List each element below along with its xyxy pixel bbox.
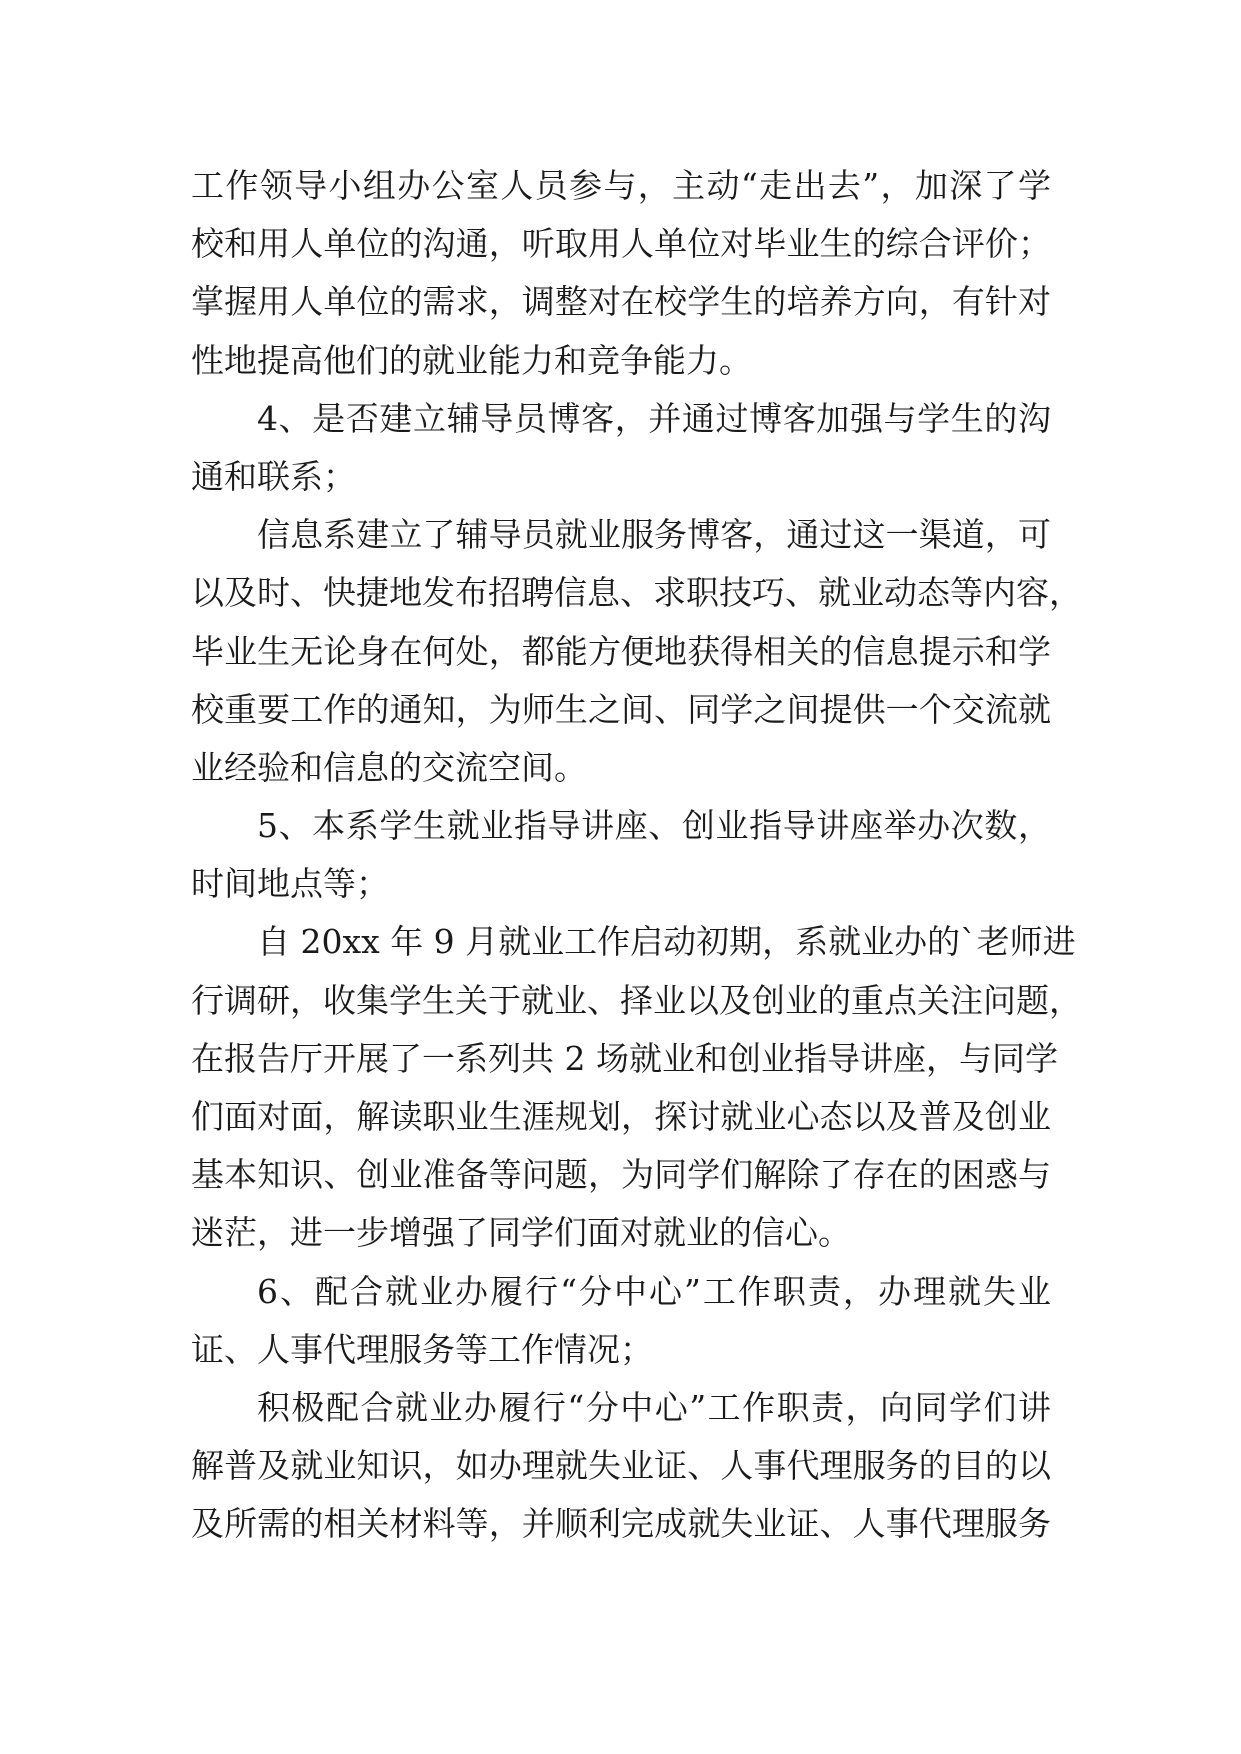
- text-line: 通和联系；: [191, 456, 356, 496]
- text-line: 业经验和信息的交流空间。: [191, 747, 587, 787]
- text-line: 校和用人单位的沟通，听取用人单位对毕业生的综合评价；: [191, 224, 1051, 264]
- text-line: 证、人事代理服务等工作情况；: [191, 1329, 653, 1369]
- text-line: 工作领导小组办公室人员参与，主动“走出去”，加深了学: [191, 166, 1051, 205]
- text-line: 以及时、快捷地发布招聘信息、求职技巧、就业动态等内容，: [191, 573, 1082, 613]
- text-line: 行调研，收集学生关于就业、择业以及创业的重点关注问题，: [191, 980, 1082, 1020]
- text-line: 校重要工作的通知，为师生之间、同学之间提供一个交流就: [191, 689, 1051, 729]
- text-line: 解普及就业知识，如办理就失业证、人事代理服务的目的以: [191, 1446, 1051, 1486]
- text-line: 及所需的相关材料等，并顺利完成就失业证、人事代理服务: [191, 1504, 1051, 1544]
- paragraph-first-line: 自 20xx 年 9 月就业工作启动初期，系就业办的`老师进: [257, 922, 1076, 962]
- paragraph-first-line: 信息系建立了辅导员就业服务博客，通过这一渠道，可: [257, 515, 1051, 555]
- paragraph-first-line: 积极配合就业办履行“分中心”工作职责，向同学们讲: [257, 1387, 1051, 1427]
- text-line: 基本知识、创业准备等问题，为同学们解除了存在的困惑与: [191, 1155, 1051, 1195]
- item-heading-line: 5、本系学生就业指导讲座、创业指导讲座举办次数，: [257, 806, 1051, 846]
- text-line: 时间地点等；: [191, 864, 389, 904]
- text-line: 们面对面，解读职业生涯规划，探讨就业心态以及普及创业: [191, 1097, 1051, 1136]
- text-line: 掌握用人单位的需求，调整对在校学生的培养方向，有针对: [191, 282, 1051, 322]
- text-line: 性地提高他们的就业能力和竞争能力。: [191, 340, 752, 380]
- text-line: 在报告厅开展了一系列共 2 场就业和创业指导讲座，与同学: [191, 1038, 1058, 1078]
- body-text: [191, 157, 1082, 1554]
- item-heading-line: 6、配合就业办履行“分中心”工作职责，办理就失业: [257, 1271, 1051, 1311]
- text-line: 迷茫，进一步增强了同学们面对就业的信心。: [191, 1213, 851, 1253]
- item-heading-line: 4、是否建立辅导员博客，并通过博客加强与学生的沟: [257, 398, 1051, 438]
- text-line: 毕业生无论身在何处，都能方便地获得相关的信息提示和学: [191, 631, 1051, 671]
